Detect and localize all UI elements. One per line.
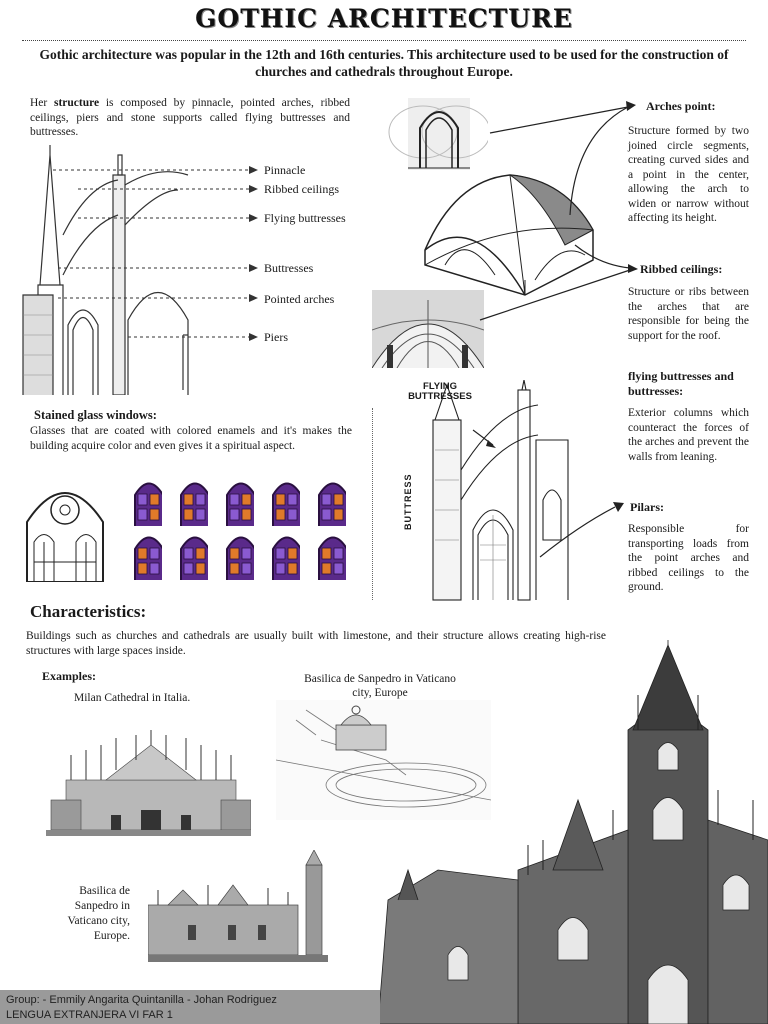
flying-buttresses-label: [405, 382, 475, 402]
pilars-heading: Pilars:: [630, 500, 664, 514]
structure-text: [30, 96, 350, 140]
sanpedro-seville-image: [148, 850, 328, 962]
stained-glass-heading: Stained glass windows:: [34, 408, 157, 422]
structure-prefix: Her: [30, 97, 54, 109]
characteristics-text: Buildings such as churches and cathedrals are usually built with limestone, and their structure allows creating high-rise structures with large spaces inside.: [26, 630, 606, 657]
label-pinnacle: Pinnacle: [264, 163, 306, 177]
label-piers: Piers: [264, 330, 288, 344]
flying-buttresses-diagram: [418, 380, 578, 602]
footer-course: LENGUA EXTRANJERA VI FAR 1: [6, 1009, 173, 1021]
label-ribbed-ceilings: Ribbed ceilings: [264, 182, 339, 196]
label-pointed-arches: Pointed arches: [264, 292, 335, 306]
stained-glass-window: [272, 480, 300, 526]
stained-glass-window: [318, 534, 346, 580]
sanpedro-caption-top: Basilica de Sanpedro in Vaticano city, Europe: [304, 673, 456, 699]
pilars-text: Responsible for transporting loads from the point arches and ribbed ceilings to the ground.: [628, 523, 749, 593]
stained-glass-grid: [128, 480, 358, 584]
stained-glass-window: [318, 480, 346, 526]
flying-buttresses-heading: flying buttresses and buttresses:: [628, 369, 734, 398]
stained-glass-window: [134, 534, 162, 580]
page-title: GOTHIC ARCHITECTURE: [195, 4, 573, 33]
label-flying-buttresses: Flying buttresses: [264, 211, 346, 225]
intro-text: Gothic architecture was popular in the 12th and 16th centuries. This architecture used to be used for the construction of churches and cathedrals throughout Europe.: [39, 47, 729, 79]
label-buttresses: Buttresses: [264, 261, 314, 275]
ribbed-ceilings-text: Structure or ribs between the arches that are responsible for being the support for the roof.: [628, 286, 749, 342]
stained-glass-window: [272, 534, 300, 580]
sanpedro-caption-left: Basilica de Sanpedro in Vaticano city, Europe.: [67, 885, 130, 942]
flying-label-line2: BUTTRESSES: [408, 391, 472, 402]
stained-glass-window: [180, 534, 208, 580]
structure-body: is composed by pinnacle, pointed arches, ribbed ceilings, piers and stone supports called flying buttresses and buttresses.: [30, 97, 350, 138]
structure-keyword: structure: [53, 97, 100, 109]
flying-label-line1: FLYING: [423, 381, 457, 392]
stained-glass-text: Glasses that are coated with colored enamels and it's makes the building acquire color and even gives it a spiritual aspect.: [30, 425, 352, 452]
stained-glass-window: [226, 534, 254, 580]
milan-cathedral-image: [46, 730, 251, 836]
rose-window-sketch: [24, 482, 106, 582]
cathedral-photo: [378, 640, 768, 1024]
footer-bar: [0, 990, 380, 1024]
milan-caption: Milan Cathedral in Italia.: [74, 692, 191, 704]
ribbed-ceiling-photo: [372, 290, 484, 368]
stained-glass-window: [180, 480, 208, 526]
ribbed-ceilings-heading: Ribbed ceilings:: [640, 262, 723, 276]
arches-point-heading: Arches point:: [646, 99, 716, 113]
footer-group: Group: - Emmily Angarita Quintanilla - Johan Rodriguez: [6, 994, 277, 1006]
examples-heading: Examples:: [42, 669, 96, 683]
title-divider: [22, 40, 746, 41]
stained-glass-window: [226, 480, 254, 526]
characteristics-heading: Characteristics:: [30, 602, 147, 621]
section-divider: [372, 408, 373, 600]
flying-buttresses-text: Exterior columns which counteract the forces of the arches and prevent the walls from leaning.: [628, 407, 749, 463]
arches-point-text: Structure formed by two joined circle segments, creating curved sides and a point in the center, allowing the arch to widen or narrow without affecting its height.: [628, 125, 749, 224]
stained-glass-window: [134, 480, 162, 526]
buttress-vertical-label: BUTTRESS: [403, 473, 413, 530]
